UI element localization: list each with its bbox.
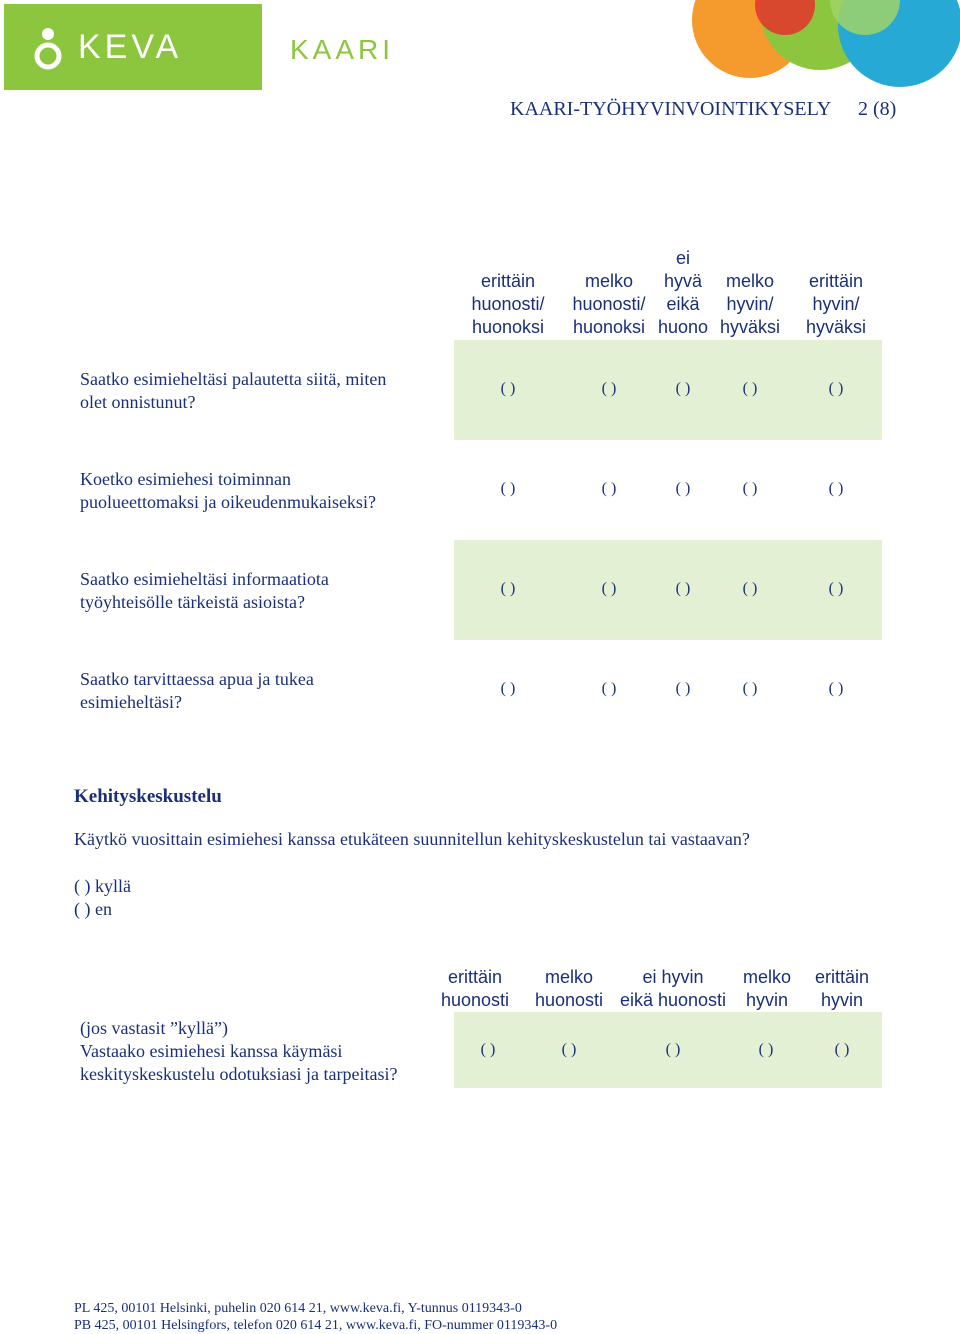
question-4: Saatko tarvittaessa apua ja tukea esimieheltäsi?: [80, 669, 314, 712]
scale2-header-1: erittäin huonosti: [440, 967, 510, 1010]
footer-line-2: PB 425, 00101 Helsingfors, telefon 020 614 21, www.keva.fi, FO-nummer 0119343-0: [74, 1318, 558, 1333]
q4-option-2[interactable]: ( ): [601, 680, 617, 697]
question-5: (jos vastasit ”kyllä”) Vastaako esimiehesi kanssa käymäsi keskityskeskustelu odotuksiasi ja tarpeitasi?: [80, 1018, 398, 1084]
scale2-header-4: melko hyvin: [742, 967, 791, 1010]
scale1-header-3: ei hyvä eikä huono: [657, 248, 709, 337]
q3-option-3[interactable]: ( ): [675, 580, 691, 597]
q4-option-5[interactable]: ( ): [828, 680, 844, 697]
q1-option-4[interactable]: ( ): [742, 380, 758, 397]
q2-option-4[interactable]: ( ): [742, 480, 758, 497]
q2-option-5[interactable]: ( ): [828, 480, 844, 497]
question-1: Saatko esimieheltäsi palautetta siitä, miten olet onnistunut?: [80, 369, 387, 412]
scale1-header-1: erittäin huonosti/ huonoksi: [471, 271, 545, 337]
question-2: Koetko esimiehesi toiminnan puolueettomaksi ja oikeudenmukaiseksi?: [80, 469, 376, 512]
q2-option-2[interactable]: ( ): [601, 480, 617, 497]
q1-option-1[interactable]: ( ): [500, 380, 516, 397]
q3-option-4[interactable]: ( ): [742, 580, 758, 597]
scale1-header-4: melko hyvin/ hyväksi: [719, 271, 781, 337]
section-question: Käytkö vuosittain esimiehesi kanssa etukäteen suunnitellun kehityskeskustelun tai vastaavan?: [74, 829, 750, 849]
q4-option-4[interactable]: ( ): [742, 680, 758, 697]
keva-logo-icon: [30, 26, 66, 70]
scale1-header-2: melko huonosti/ huonoksi: [572, 271, 646, 337]
q2-option-1[interactable]: ( ): [500, 480, 516, 497]
q4-option-1[interactable]: ( ): [500, 680, 516, 697]
kaari-logo-text: KAARI: [290, 34, 395, 65]
scale2-header-5: erittäin hyvin: [814, 967, 870, 1010]
q3-option-2[interactable]: ( ): [601, 580, 617, 597]
scale1-header-5: erittäin hyvin/ hyväksi: [805, 271, 867, 337]
option-no[interactable]: ( ) en: [74, 899, 112, 919]
q5-option-5[interactable]: ( ): [834, 1041, 850, 1058]
footer: [74, 1300, 557, 1334]
keva-logo-band: [4, 4, 262, 90]
decorative-circles: [690, 0, 960, 100]
q3-option-5[interactable]: ( ): [828, 580, 844, 597]
option-yes[interactable]: ( ) kyllä: [74, 876, 131, 896]
question-3: Saatko esimieheltäsi informaatiota työyhteisölle tärkeistä asioista?: [80, 569, 329, 612]
q1-option-3[interactable]: ( ): [675, 380, 691, 397]
document-title: KAARI-TYÖHYVINVOINTIKYSELY: [510, 98, 832, 120]
q4-option-3[interactable]: ( ): [675, 680, 691, 697]
section-title: Kehityskeskustelu: [74, 786, 222, 807]
scale2-header-3: ei hyvin eikä huonosti: [619, 967, 727, 1010]
q5-option-3[interactable]: ( ): [665, 1041, 681, 1058]
q5-option-1[interactable]: ( ): [480, 1041, 496, 1058]
scale2-header-2: melko huonosti: [534, 967, 604, 1010]
keva-logo-text: KEVA: [78, 28, 183, 66]
q2-option-3[interactable]: ( ): [675, 480, 691, 497]
page-number: 2 (8): [858, 98, 897, 120]
q5-option-2[interactable]: ( ): [561, 1041, 577, 1058]
q3-option-1[interactable]: ( ): [500, 580, 516, 597]
q1-option-5[interactable]: ( ): [828, 380, 844, 397]
footer-line-1: PL 425, 00101 Helsinki, puhelin 020 614 21, www.keva.fi, Y-tunnus 0119343-0: [74, 1301, 522, 1316]
q5-option-4[interactable]: ( ): [758, 1041, 774, 1058]
q1-option-2[interactable]: ( ): [601, 380, 617, 397]
